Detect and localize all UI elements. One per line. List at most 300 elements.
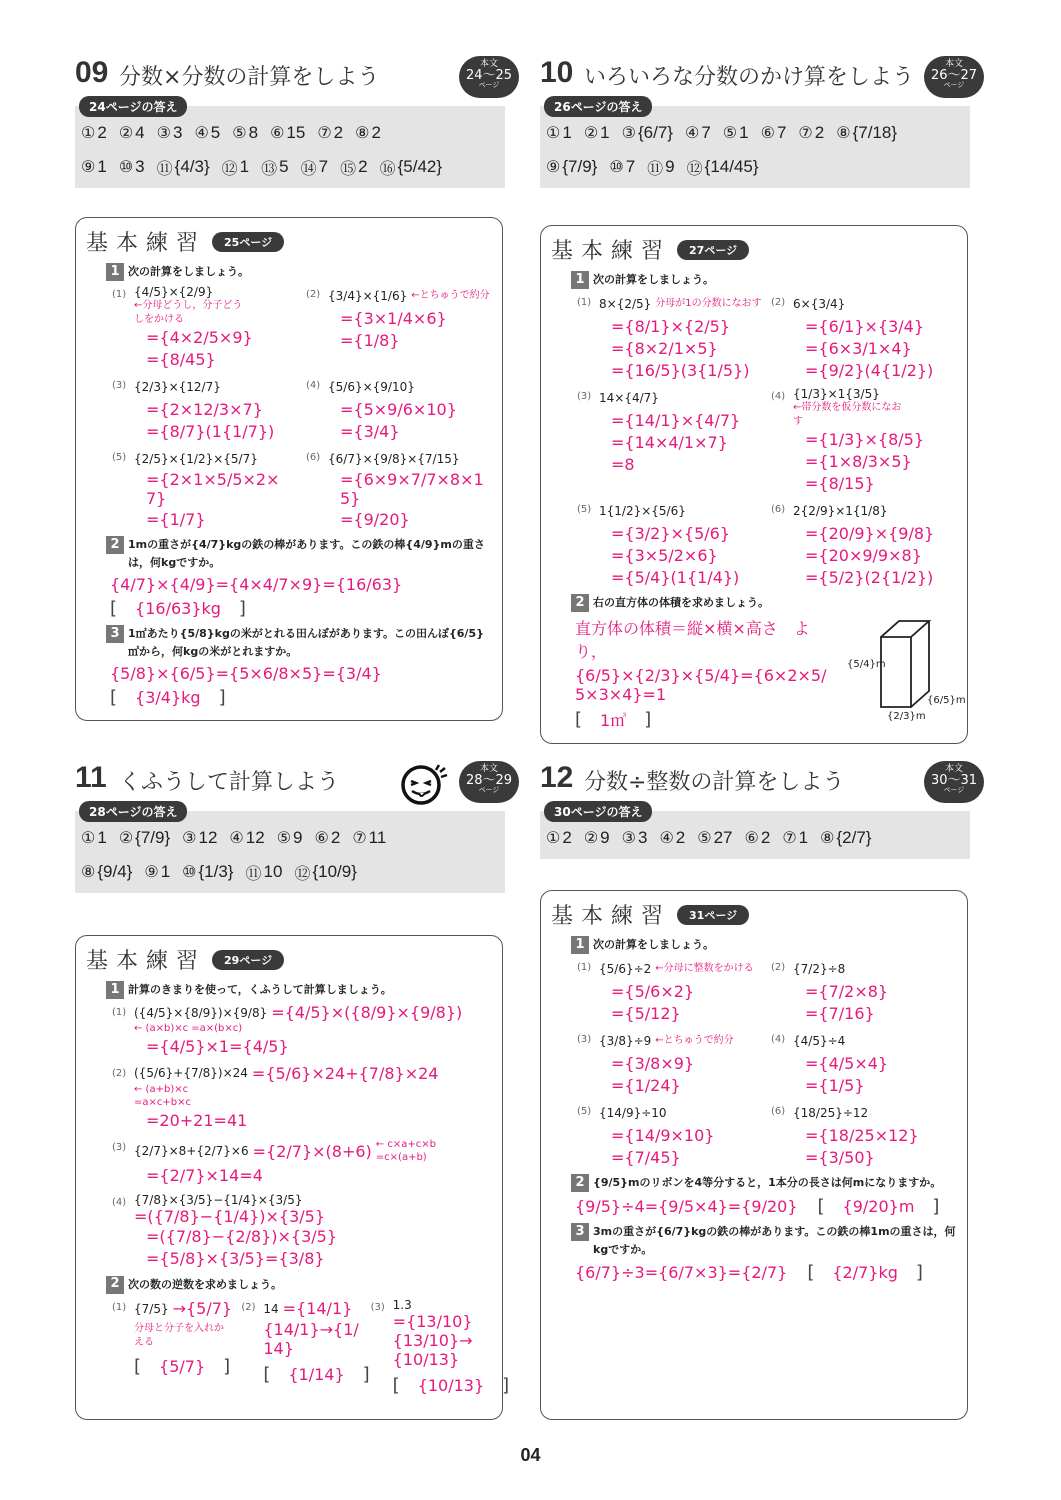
- answer-row: [81, 150, 497, 184]
- question-number: 2: [106, 536, 124, 554]
- solution-step: ={3×5/2×6}: [611, 545, 718, 565]
- problem-label: (3): [577, 1034, 592, 1045]
- badge-text: ページ: [943, 81, 965, 89]
- cuboid-question-body: [571, 612, 966, 735]
- solution-line: [599, 293, 762, 315]
- answer-value: 12: [198, 828, 218, 847]
- answer-value: {3/4}kg: [135, 688, 201, 708]
- answer-key: [75, 100, 505, 188]
- word-problem-solution: [575, 666, 829, 731]
- bracket-close: ]: [218, 687, 226, 709]
- solution-line: [599, 958, 754, 980]
- solution-step: ={8/45}: [146, 349, 216, 369]
- answer-value: 7: [625, 157, 636, 176]
- solution-line: [793, 500, 934, 522]
- problem-item: [112, 1138, 492, 1187]
- solution-step: ={3×1/4×6}: [340, 308, 447, 328]
- answer-value: 1: [160, 862, 171, 881]
- badge-text: 26〜27: [930, 68, 978, 83]
- problem-label: (2): [771, 297, 786, 308]
- answer-item: [144, 857, 170, 887]
- solution-step: ={3/8×9}: [611, 1053, 695, 1073]
- answer-value: 2: [333, 123, 344, 142]
- answer-item: [261, 152, 288, 182]
- answer-number: ⑩: [182, 864, 197, 881]
- problem-label: (1): [112, 289, 127, 300]
- problem-expression: {7/8}×{3/5}−{1/4}×{3/5}: [134, 1192, 303, 1207]
- solution-line: [134, 448, 298, 470]
- practice-header: [86, 226, 492, 257]
- solution-line: [134, 1298, 233, 1320]
- solution-step: ={5/4}(1{1/4}): [611, 567, 740, 587]
- question-text: 右の直方体の体積を求めましょう。: [593, 596, 769, 609]
- answer-item: [317, 118, 343, 148]
- bracket-open: [: [807, 1262, 815, 1284]
- section-header: [540, 52, 978, 98]
- answer-row: [546, 116, 962, 150]
- solution-step: ={14/1}×{4/7}: [611, 410, 741, 430]
- smiley-tongue-icon: [397, 759, 453, 809]
- answer-item: [81, 118, 107, 148]
- problem-label: (2): [771, 962, 786, 973]
- answer-value: 2: [371, 123, 381, 142]
- answer-value: {14/45}: [704, 157, 759, 176]
- question-1: [571, 271, 957, 588]
- answer-value: 5: [279, 157, 289, 176]
- section-title: 分数×分数の計算をしよう: [119, 65, 380, 90]
- solution-step: {13/10}→{10/13}: [392, 1330, 473, 1369]
- answer-bracket: [575, 708, 651, 731]
- answer-item: [81, 152, 107, 182]
- question-header: [106, 536, 492, 571]
- solution-step: ={2×12/3×7}: [146, 399, 263, 419]
- answer-row: [81, 855, 497, 889]
- solution-step: ={14/1}: [282, 1299, 353, 1318]
- solution-line: [599, 387, 740, 409]
- solution-line: [599, 1102, 714, 1124]
- hint-note: ←とちゅうで約分: [655, 1035, 734, 1047]
- solution-step: =8: [611, 454, 635, 474]
- solution-step: ={3/50}: [805, 1147, 875, 1167]
- answer-item: [229, 823, 264, 853]
- badge-text: 本文: [944, 59, 963, 69]
- answer-bracket: [134, 1356, 233, 1377]
- answer-value: {1/14}: [288, 1364, 345, 1384]
- solution-step: ={1/3}×{8/5}: [805, 429, 925, 449]
- answer-item: [301, 152, 328, 182]
- solution-line: [793, 566, 934, 588]
- answer-item: [182, 823, 217, 853]
- solution-line: [793, 1030, 888, 1052]
- answer-value: 1: [798, 828, 809, 847]
- page-number: 04: [520, 1445, 541, 1465]
- solution-line: [134, 1036, 492, 1058]
- bracket-open: [: [134, 1355, 142, 1377]
- solution-line: [793, 958, 888, 980]
- answer-number: ③: [621, 125, 636, 142]
- solution-line: [134, 1226, 492, 1248]
- answer-number: ⑧: [355, 125, 370, 142]
- solution-line: [793, 522, 934, 544]
- practice-box: [75, 217, 503, 721]
- practice-header: [551, 234, 957, 265]
- section-title: 分数÷整数の計算をしよう: [584, 770, 845, 795]
- solution-line: [134, 470, 298, 508]
- problem-expression: {3/4}×{1/6}: [328, 289, 408, 303]
- badge-text: 30〜31: [930, 773, 978, 788]
- answer-number: ⑦: [352, 830, 367, 847]
- problem-item: [771, 1102, 957, 1168]
- answer-item: [270, 118, 305, 148]
- practice-title: 基本練習: [551, 904, 672, 929]
- solution-line: [599, 1052, 734, 1074]
- question-number: 1: [571, 936, 589, 954]
- answer-bracket: [110, 687, 226, 708]
- solution-line: [134, 1064, 492, 1110]
- answer-item: [659, 823, 685, 853]
- answer-value: {16/63}kg: [135, 599, 221, 619]
- solution-step: ={1/7}: [146, 509, 206, 529]
- solution-line: [793, 337, 933, 359]
- answer-value: 9: [600, 828, 610, 847]
- problem-grid: [577, 958, 957, 1168]
- answer-number: ⑮: [340, 160, 357, 178]
- answer-item: [157, 118, 183, 148]
- solution-expression: {4/7}×{4/9}={4×4/7×9}={16/63}: [110, 575, 403, 595]
- solution-lines: [793, 1030, 888, 1096]
- problem-label: (5): [577, 504, 592, 515]
- problem-label: (4): [771, 391, 786, 402]
- solution-step: ={1/8}: [340, 330, 400, 350]
- section-header: [75, 52, 513, 98]
- solution-line: [599, 409, 740, 431]
- answer-number: ⑥: [744, 830, 759, 847]
- problem-item: [771, 500, 957, 588]
- solution-step: ={8×2/1×5}: [611, 338, 718, 358]
- problem-item: [112, 1003, 492, 1058]
- hint-note: ← c×a+c×b =c×(a+b): [375, 1138, 436, 1163]
- answer-value: {2/7}: [836, 828, 872, 847]
- badge-text: ページ: [943, 786, 965, 794]
- solution-line: [328, 508, 492, 530]
- question-3: [106, 625, 492, 708]
- answer-bracket: [807, 1262, 923, 1283]
- answer-value: {7/9}: [135, 828, 171, 847]
- question-number: 3: [571, 1223, 589, 1241]
- solution-lines: [134, 1193, 492, 1270]
- section-number: 12: [540, 761, 574, 794]
- solution-line: [134, 398, 274, 420]
- answer-item: [119, 152, 145, 182]
- practice-box: [75, 935, 510, 1420]
- answer-value: 9: [293, 828, 303, 847]
- solution-line: [793, 1052, 888, 1074]
- solution-step: ={5×9/6×10}: [340, 399, 457, 419]
- problem-expression: 8×{2/5}: [599, 297, 652, 311]
- solution-step: ={4/5×4}: [805, 1053, 889, 1073]
- answer-value: 4: [135, 123, 145, 142]
- answer-value: 12: [245, 828, 265, 847]
- answer-item: [761, 118, 787, 148]
- answer-bracket: [392, 1374, 510, 1396]
- solution-lines: [134, 1064, 492, 1132]
- question-2: [106, 1276, 510, 1396]
- answer-number: ⑤: [232, 125, 247, 142]
- answer-value: 3: [637, 828, 648, 847]
- solution-step: =({7/8}−{1/4})×{3/5}: [134, 1206, 326, 1226]
- practice-page-badge: 31ページ: [677, 905, 749, 925]
- answer-bracket: [263, 1363, 370, 1385]
- problem-grid: [112, 285, 492, 530]
- problem-label: (2): [241, 1301, 256, 1313]
- answer-item: [157, 152, 210, 182]
- solution-line: [599, 1124, 714, 1146]
- answer-value: 27: [713, 828, 733, 847]
- solution-step: →{5/7}: [172, 1299, 233, 1318]
- practice-page-badge: 27ページ: [677, 240, 749, 260]
- answer-number: ⑧: [836, 125, 851, 142]
- answer-number: ③: [156, 125, 171, 142]
- answer-item: [622, 823, 648, 853]
- problem-expression: {4/5}×{2/9}: [134, 285, 214, 299]
- textbook-page-badge: [459, 761, 519, 803]
- problem-item: [112, 285, 298, 370]
- solution-expression: {5/8}×{6/5}={5×6/8×5}={3/4}: [110, 664, 382, 684]
- solution-column: [571, 612, 839, 735]
- solution-step: ={1×8/3×5}: [805, 451, 912, 471]
- hint-note: ←分母に整数をかける: [655, 963, 754, 975]
- problem-label: (5): [112, 452, 127, 463]
- section-title: くふうして計算しよう: [119, 770, 340, 795]
- solution-step: ={14/9×10}: [611, 1125, 715, 1145]
- practice-box: [540, 890, 968, 1420]
- answer-number: ④: [194, 125, 209, 142]
- answer-value: 11: [368, 828, 387, 847]
- answer-item: [119, 823, 170, 853]
- answer-item: [352, 823, 386, 853]
- solution-step: ={9/20}: [340, 509, 410, 529]
- hint-note: ←帯分数を仮分数になおす: [793, 402, 902, 427]
- answer-number: ⑦: [798, 125, 813, 142]
- solution-line: [328, 307, 490, 329]
- solution-line: [328, 420, 457, 442]
- bracket-close: ]: [362, 1363, 370, 1385]
- solution-lines: [134, 1298, 233, 1396]
- problem-item: [112, 1298, 233, 1396]
- solution-lines: [599, 1102, 714, 1168]
- solution-step: {14/1}→{1/14}: [263, 1319, 359, 1358]
- answer-value: {9/4}: [97, 862, 133, 881]
- section-title: いろいろな分数のかけ算をしよう: [584, 65, 915, 90]
- answer-item: [232, 118, 258, 148]
- answer-number: ⑯: [379, 160, 396, 178]
- solution-line: [599, 522, 739, 544]
- dimension-label: {2/3}m: [887, 711, 926, 722]
- solution-step: ={4/5}×1={4/5}: [146, 1037, 289, 1056]
- answer-item: [277, 823, 303, 853]
- answer-bracket: [818, 1196, 940, 1217]
- answer-item: [194, 118, 220, 148]
- solution-expression: {9/5}÷4={9/5×4}={9/20}: [575, 1197, 798, 1216]
- answer-key-label: 24ページの答え: [79, 96, 187, 117]
- solution-line: [793, 1074, 888, 1096]
- problem-item: [112, 448, 298, 530]
- bracket-open: [: [110, 598, 118, 620]
- answer-number: ⑥: [760, 125, 775, 142]
- problem-expression: {2/3}×{12/7}: [134, 380, 221, 394]
- question-1: [106, 981, 492, 1270]
- problem-expression: {7/5}: [134, 1301, 169, 1316]
- solution-step: ={2/7}×14=4: [146, 1166, 263, 1185]
- solution-line: [793, 1102, 919, 1124]
- problem-expression: {5/6}÷2: [599, 962, 652, 976]
- solution-line: [793, 980, 888, 1002]
- question-number: 2: [571, 1174, 589, 1192]
- problem-item: [771, 1030, 957, 1096]
- problem-label: (4): [112, 1196, 127, 1208]
- problem-label: (3): [112, 380, 127, 391]
- solution-step: ={6×9×7/7×8×15}: [340, 470, 484, 508]
- bracket-close: ]: [502, 1374, 510, 1396]
- answer-number: ⑦: [782, 830, 797, 847]
- solution-step: ={5/6×2}: [611, 981, 695, 1001]
- solution-line: [793, 1146, 919, 1168]
- answer-key: [540, 805, 970, 859]
- answer-item: [119, 118, 145, 148]
- solution-line: [599, 453, 740, 475]
- solution-line: [599, 337, 762, 359]
- problem-expression: 6×{3/4}: [793, 297, 846, 311]
- answer-item: [315, 823, 341, 853]
- answer-number: ⑩: [609, 159, 624, 176]
- bracket-open: [: [263, 1363, 271, 1385]
- question-text: 次の数の逆数を求めましょう。: [128, 1277, 282, 1291]
- problem-label: (5): [577, 1106, 592, 1117]
- answer-number: ⑤: [276, 830, 292, 847]
- answer-item: [622, 118, 673, 148]
- section-number: 11: [75, 761, 107, 794]
- solution-line: [328, 285, 490, 307]
- question-text: 次の計算をしましょう。: [593, 938, 714, 951]
- answer-number: ⑨: [81, 159, 96, 176]
- question-header: [106, 263, 492, 281]
- question-text: {9/5}mのリボンを4等分すると，1本分の長さは何mになりますか。: [593, 1176, 942, 1189]
- practice-page-badge: 29ページ: [212, 950, 284, 970]
- question-header: [571, 1174, 957, 1192]
- answer-item: [81, 857, 132, 887]
- answer-bracket: [110, 598, 246, 619]
- answer-number: ⑥: [314, 830, 329, 847]
- solution-line: [599, 1146, 714, 1168]
- section-11: [75, 757, 513, 1396]
- solution-step: ={5/8}×{3/5}={3/8}: [146, 1249, 325, 1268]
- practice-title: 基本練習: [86, 949, 207, 974]
- answer-row: [81, 116, 497, 150]
- problem-item: [306, 448, 492, 530]
- answer-value: {4/3}: [174, 157, 210, 176]
- solution-lines: [793, 500, 934, 588]
- problem-expression: {18/25}÷12: [793, 1106, 869, 1120]
- answer-value: {6/7}: [637, 123, 673, 142]
- word-problem-solution: [110, 664, 482, 708]
- textbook-page-badge: [924, 761, 984, 803]
- hint-note: ←とちゅうで約分: [411, 290, 490, 302]
- answer-key: [540, 100, 970, 188]
- section-header: [75, 757, 513, 803]
- solution-lines: [328, 376, 457, 442]
- solution-line: [263, 1298, 362, 1320]
- answer-number: ④: [659, 830, 674, 847]
- answer-item: [745, 823, 771, 853]
- bracket-open: [: [817, 1196, 825, 1217]
- solution-step: ={6/1}×{3/4}: [805, 316, 925, 336]
- answer-item: [546, 152, 597, 182]
- solution-line: [599, 315, 762, 337]
- solution-line: [599, 1074, 734, 1096]
- bracket-open: [: [110, 687, 118, 709]
- problem-label: (1): [577, 297, 592, 308]
- answer-row: [546, 150, 962, 184]
- section-12: [540, 757, 978, 1284]
- problem-item: [577, 1030, 763, 1096]
- solution-step: ={3/4}: [340, 421, 400, 441]
- answer-value: 2: [675, 828, 686, 847]
- question-text: 次の計算をしましょう。: [128, 265, 249, 278]
- answer-number: ④: [684, 125, 700, 142]
- bracket-open: [: [392, 1374, 400, 1396]
- problem-label: (2): [112, 1067, 127, 1079]
- badge-text: 本文: [479, 59, 498, 69]
- solution-step: ={8/1}×{2/5}: [611, 316, 731, 336]
- solution-line: [793, 1002, 888, 1024]
- answer-item: [798, 118, 824, 148]
- problem-label: (6): [771, 504, 786, 515]
- answer-value: 8: [248, 123, 259, 142]
- solution-step: ={2×1×5/5×2×7}: [146, 470, 280, 508]
- question-number: 2: [571, 594, 589, 612]
- answer-key-label: 30ページの答え: [544, 801, 652, 822]
- problem-expression: 1.3: [392, 1297, 412, 1312]
- answer-item: [723, 118, 749, 148]
- problem-expression: 1{1/2}×{5/6}: [599, 504, 686, 518]
- answer-value: 1: [97, 828, 107, 847]
- answer-value: 1: [562, 123, 572, 142]
- problem-expression: {1/3}×1{3/5}: [793, 387, 880, 401]
- solution-lines: [328, 285, 490, 370]
- solution-step: ={20×9/9×8}: [805, 545, 922, 565]
- word-problem-solution: [575, 1196, 947, 1217]
- bracket-close: ]: [644, 709, 652, 730]
- bracket-open: [: [575, 709, 583, 730]
- badge-text: 24〜25: [465, 68, 513, 83]
- solution-line: [134, 326, 298, 348]
- answer-number: ⑨: [144, 864, 159, 881]
- solution-step: ={3/2}×{5/6}: [611, 523, 731, 543]
- solution-step: =({7/8}−{2/8})×{3/5}: [146, 1227, 338, 1246]
- solution-lines: [392, 1297, 510, 1396]
- answer-number: ②: [118, 830, 134, 847]
- answer-item: [355, 118, 381, 148]
- hint-note: ← (a×b)×c =a×(b×c): [134, 1023, 243, 1034]
- solution-line: [134, 1110, 492, 1132]
- hint-note: 分母と分子を入れかえる: [134, 1322, 224, 1348]
- solution-line: [134, 376, 274, 398]
- solution-line: [393, 1298, 492, 1331]
- problem-grid: [577, 293, 957, 588]
- solution-line: [599, 1030, 734, 1052]
- answer-number: ⑧: [820, 830, 835, 847]
- problem-label: (3): [370, 1301, 385, 1313]
